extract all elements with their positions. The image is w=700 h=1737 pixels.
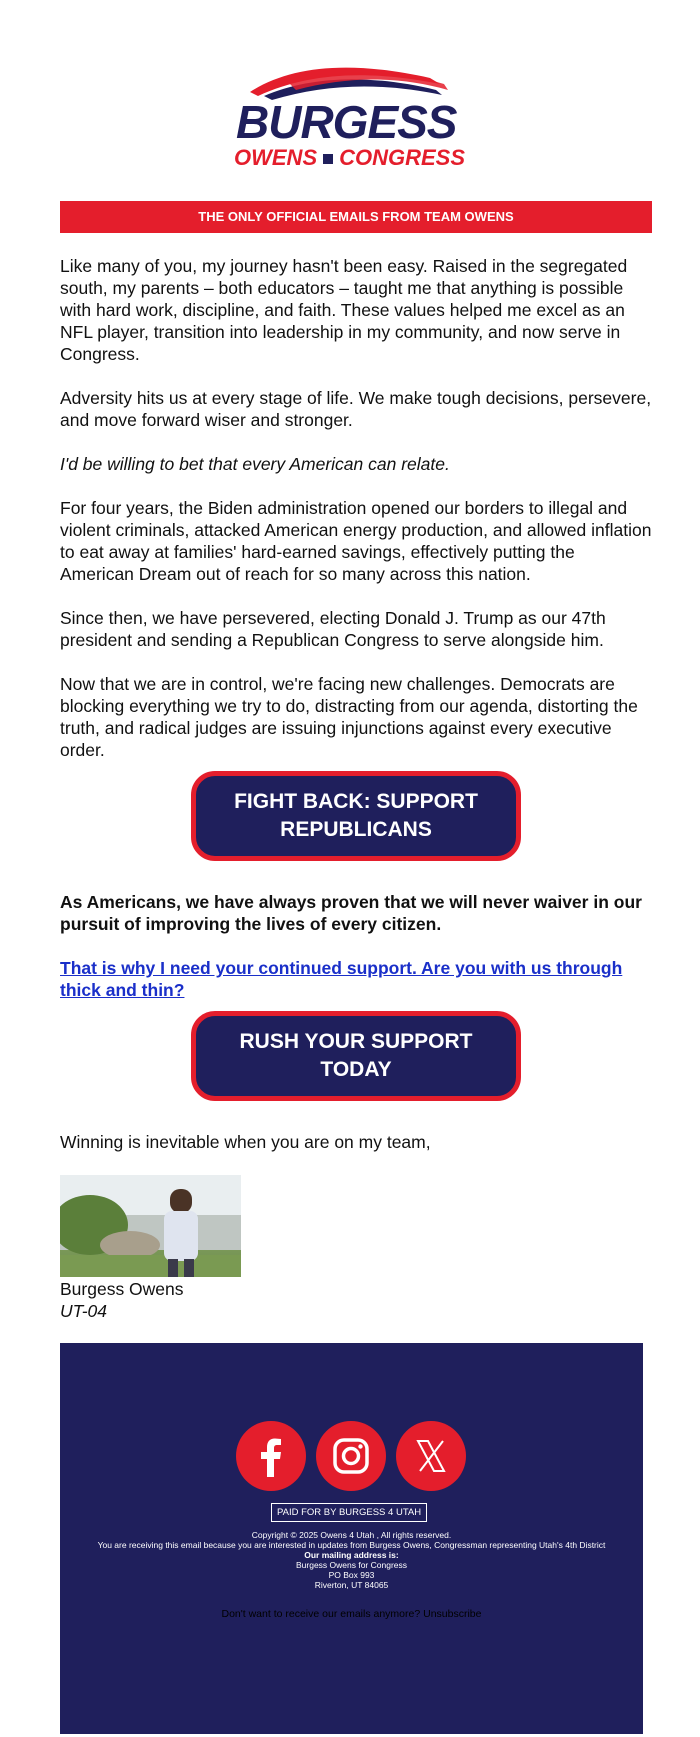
closing-line: Winning is inevitable when you are on my team, bbox=[60, 1132, 431, 1152]
x-icon[interactable] bbox=[396, 1421, 466, 1491]
paragraph-1: Like many of you, my journey hasn't been easy. Raised in the segregated south, my parents – both educators – taught me that anything is possible with hard work, discipline, and faith. These values helped me excel as an NFL player, transition into leadership in my community, and now serve in Congress. bbox=[60, 256, 628, 364]
logo-subtitle-left: OWENS bbox=[234, 145, 318, 170]
paragraph-5: Since then, we have persevered, electing Donald J. Trump as our 47th president and sending a Republican Congress to serve alongside him. bbox=[60, 608, 606, 650]
logo-subtitle-right: CONGRESS bbox=[339, 145, 466, 170]
rush-support-button[interactable]: RUSH YOUR SUPPORT TODAY bbox=[191, 1011, 521, 1101]
support-link[interactable]: That is why I need your continued support. Are you with us through thick and thin? bbox=[60, 958, 623, 1000]
logo-square-icon bbox=[323, 154, 333, 164]
instagram-icon[interactable] bbox=[316, 1421, 386, 1491]
copyright-text: Copyright © 2025 Owens 4 Utah , All rights reserved. bbox=[251, 1530, 452, 1540]
fight-back-button[interactable]: FIGHT BACK: SUPPORT REPUBLICANS bbox=[191, 771, 521, 861]
signature-block bbox=[60, 1278, 184, 1322]
signature-district: UT-04 bbox=[60, 1301, 108, 1321]
signature-name: Burgess Owens bbox=[60, 1279, 184, 1299]
unsubscribe-prefix: Don't want to receive our emails anymore? bbox=[221, 1608, 421, 1620]
email-body bbox=[60, 255, 652, 1175]
address-line-3: Riverton, UT 84065 bbox=[314, 1580, 389, 1590]
paragraph-3: I'd be willing to bet that every American can relate. bbox=[60, 454, 450, 474]
address-line-1: Burgess Owens for Congress bbox=[295, 1560, 408, 1570]
signature-photo bbox=[60, 1175, 241, 1277]
paid-for-disclaimer: PAID FOR BY BURGESS 4 UTAH bbox=[271, 1503, 427, 1522]
email-footer bbox=[60, 1343, 643, 1734]
paragraph-4: For four years, the Biden administration opened our borders to illegal and violent criminals, attacked American energy production, and allowed inflation to eat away at families' hard-earned savings, effectively putting the American Dream out of reach for so many across this nation. bbox=[60, 498, 652, 584]
paragraph-2: Adversity hits us at every stage of life. We make tough decisions, persevere, and move forward wiser and stronger. bbox=[60, 388, 652, 430]
unsubscribe-link[interactable]: Unsubscribe bbox=[423, 1608, 482, 1620]
paragraph-6: Now that we are in control, we're facing new challenges. Democrats are blocking everything we try to do, distracting from our agenda, distorting the truth, and radical judges are issuing injunctions against every executive order. bbox=[60, 674, 638, 760]
campaign-logo bbox=[230, 62, 470, 174]
logo-brand-text: BURGESS bbox=[236, 96, 457, 148]
official-emails-banner: THE ONLY OFFICIAL EMAILS FROM TEAM OWENS bbox=[60, 201, 652, 233]
subscription-reason: You are receiving this email because you are interested in updates from Burgess Owens, Congressman representing Utah's 4th District bbox=[97, 1540, 606, 1550]
logo-subtitle bbox=[234, 146, 465, 170]
candidate-photo-illustration bbox=[60, 1175, 241, 1277]
paragraph-7: As Americans, we have always proven that we will never waiver in our pursuit of improving the lives of every citizen. bbox=[60, 892, 642, 934]
facebook-icon[interactable] bbox=[236, 1421, 306, 1491]
mailing-address-label: Our mailing address is: bbox=[304, 1550, 399, 1560]
unsubscribe-line bbox=[60, 1608, 643, 1620]
address-line-2: PO Box 993 bbox=[328, 1570, 375, 1580]
